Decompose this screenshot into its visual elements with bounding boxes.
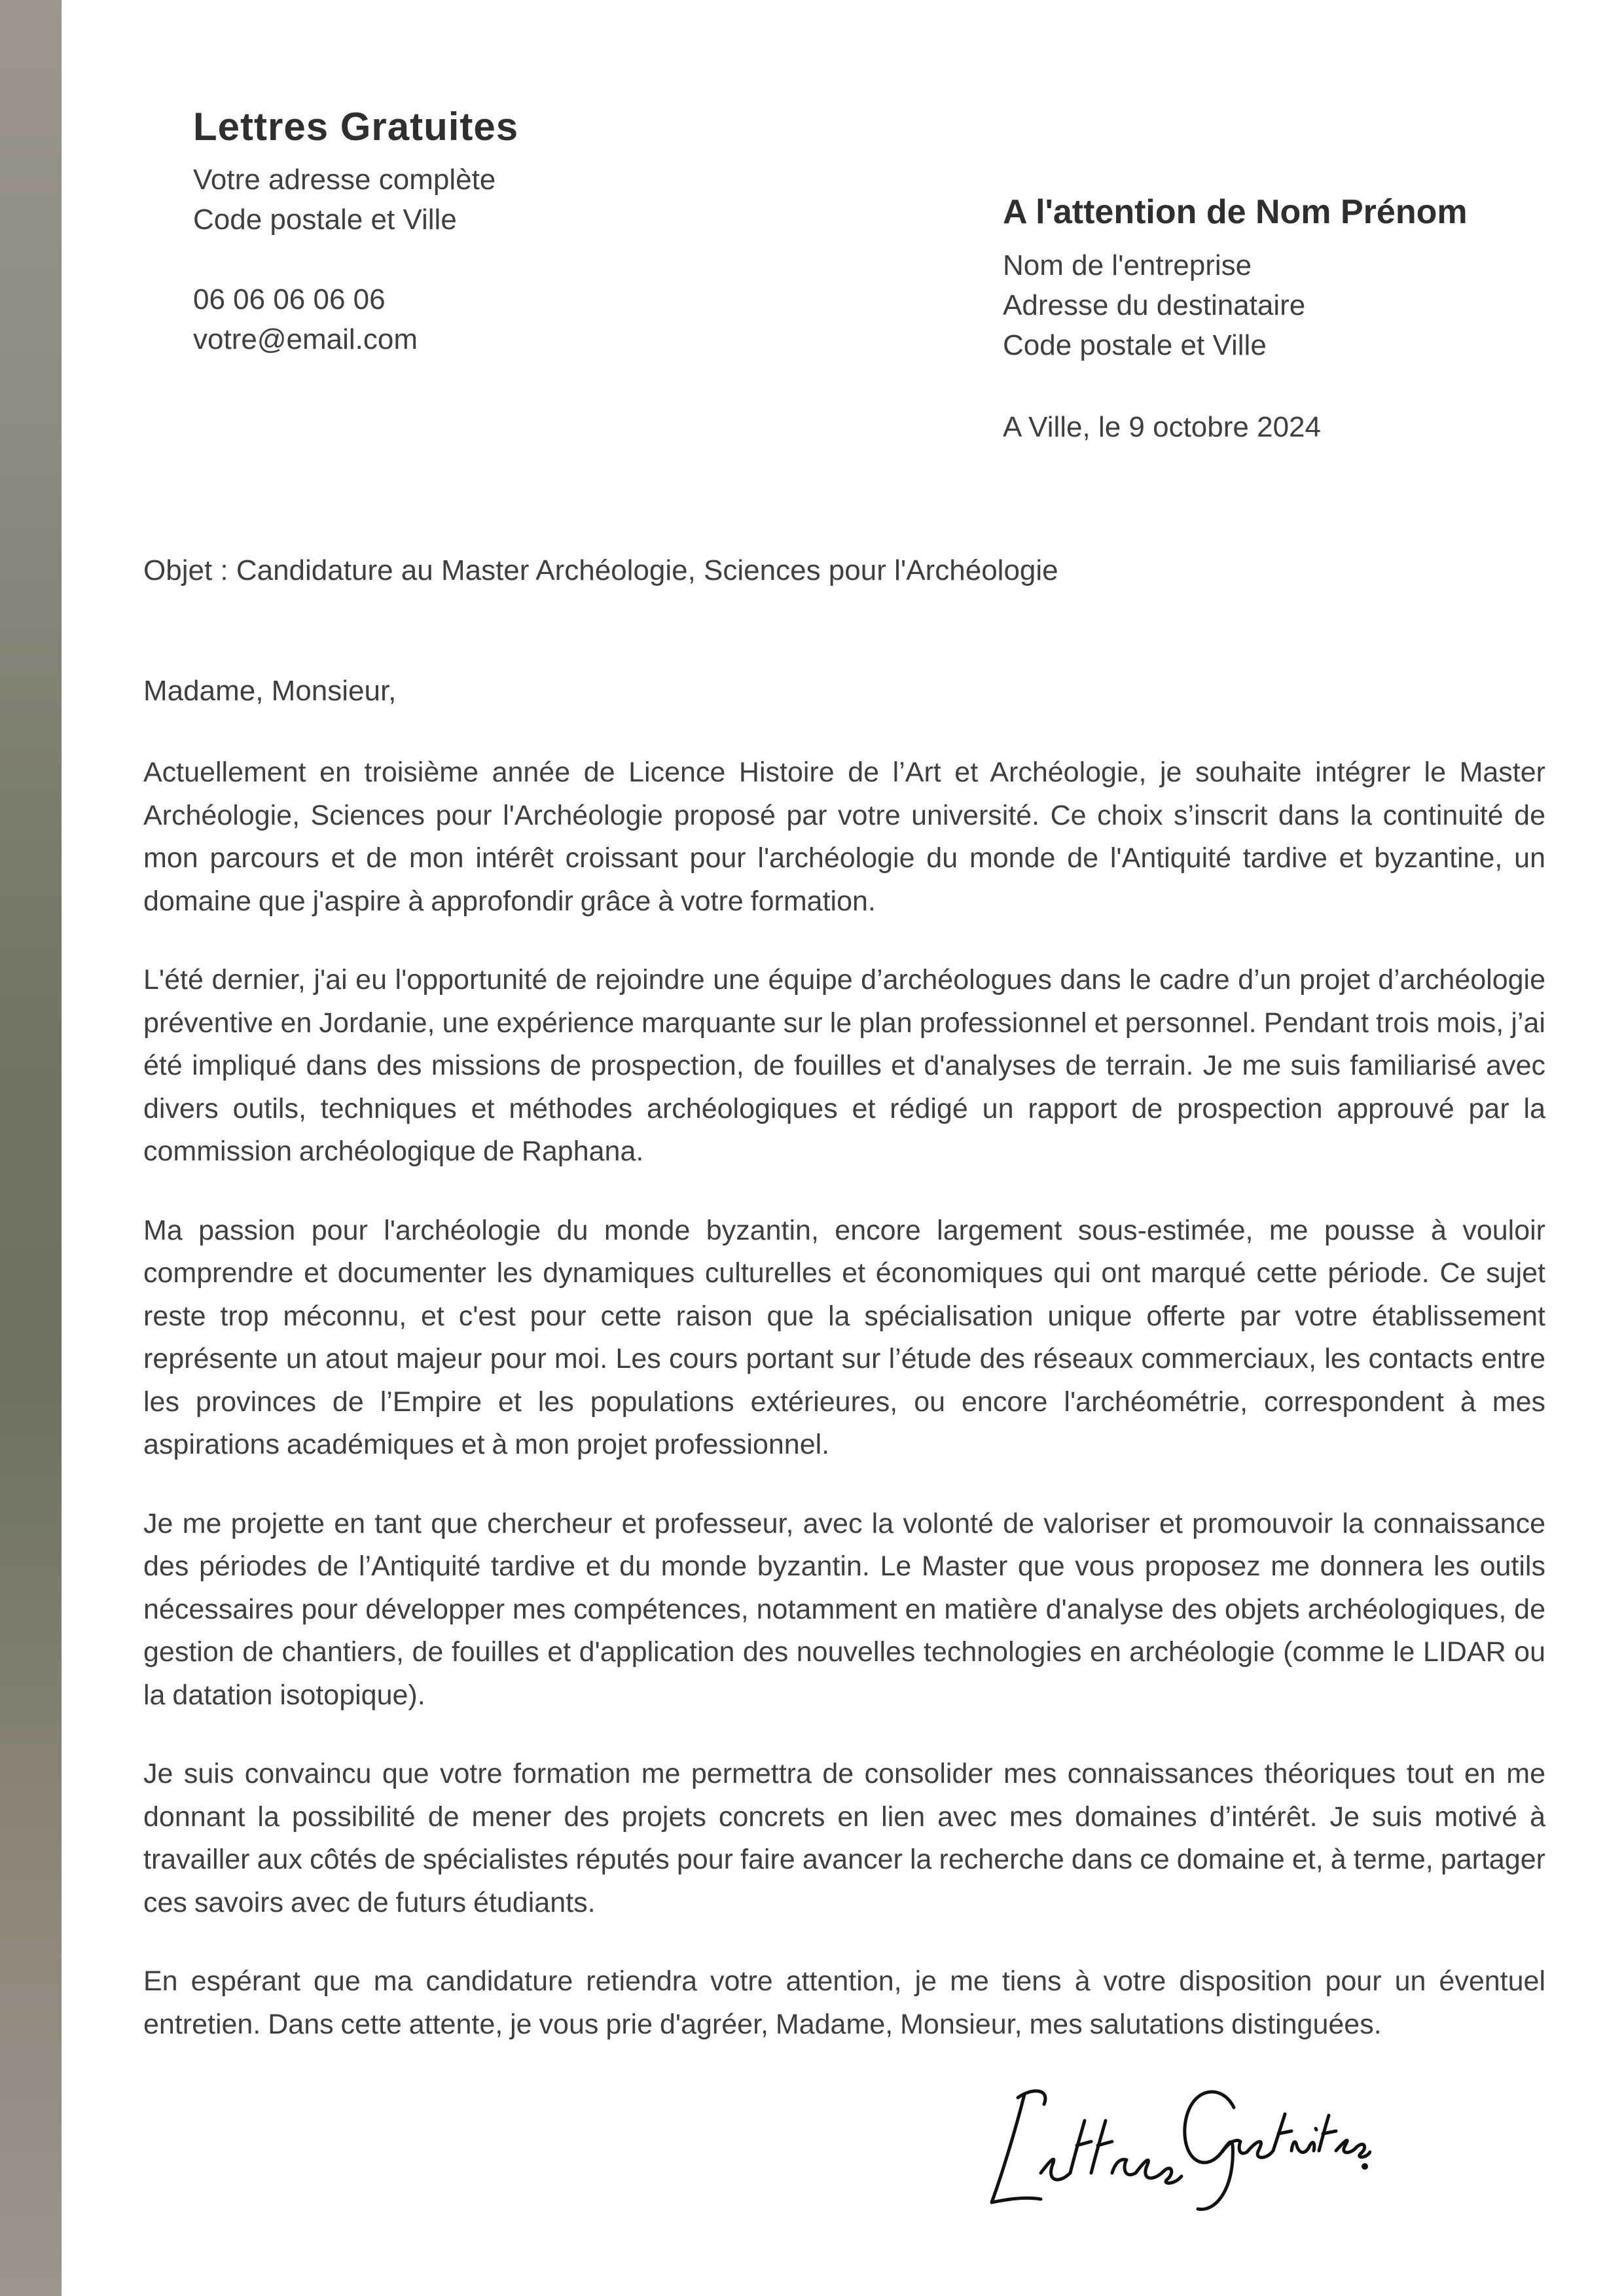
recipient-address: Adresse du destinataire [1003,289,1306,321]
sender-name: Lettres Gratuites [193,105,519,149]
sender-city: Code postale et Ville [193,204,457,236]
letter-body [143,751,1545,2082]
body-paragraph-3: Ma passion pour l'archéologie du monde byzantin, encore largement sous-estimée, me pousse à vouloir comprendre et documenter les dynamiques culturelles et économiques qui ont marqué cette période. Ce sujet reste trop méconnu, et c'est pour cette raison que la spécialisation unique offerte par votre établissement représente un atout majeur pour moi. Les cours portant sur l’étude des réseaux commerciaux, les contacts entre les provinces de l’Empire et les populations extérieures, ou encore l'archéométrie, correspondent à mes aspirations académiques et à mon projet professionnel. [143,1214,1545,1460]
sender-spacer [193,240,782,279]
handwritten-signature [979,2068,1371,2219]
body-paragraph-1: Actuellement en troisième année de Licence Histoire de l’Art et Archéologie, je souhaite intégrer le Master Archéologie, Sciences pour l'Archéologie proposé par votre université. Ce choix s’inscrit dans la continuité de mon parcours et de mon intérêt croissant pour l'archéologie du monde de l'Antiquité tardive et byzantine, un domaine que j'aspire à approfondir grâce à votre formation. [143,757,1545,917]
signature-drawing [979,2068,1371,2219]
recipient-city: Code postale et Ville [1003,329,1267,361]
decorative-side-band [0,0,62,2296]
letter-date: A Ville, le 9 octobre 2024 [1003,411,1321,443]
recipient-title: A l'attention de Nom Prénom [1003,193,1468,231]
sender-block [193,98,782,359]
letter-object: Objet : Candidature au Master Archéologie, Sciences pour l'Archéologie [143,554,1058,586]
body-paragraph-4: Je me projette en tant que chercheur et professeur, avec la volonté de valoriser et promouvoir la connaissance des périodes de l’Antiquité tardive et du monde byzantin. Le Master que vous proposez me donnera les outils nécessaires pour développer mes compétences, notamment en matière d'analyse des objets archéologiques, de gestion de chantiers, de fouilles et d'application des nouvelles technologies en archéologie (comme le LIDAR ou la datation isotopique). [143,1507,1545,1711]
body-paragraph-5: Je suis convaincu que votre formation me permettra de consolider mes connaissances théoriques tout en me donnant la possibilité de mener des projets concrets en lien avec mes domaines d’intérêt. Je suis motivé à travailler aux côtés de spécialistes réputés pour faire avancer la recherche dans ce domaine et, à terme, partager ces savoirs avec de futurs étudiants. [143,1758,1545,1918]
sender-email: votre@email.com [193,323,418,355]
sender-address: Votre adresse complète [193,164,496,196]
letter-salutation: Madame, Monsieur, [143,675,397,707]
recipient-company: Nom de l'entreprise [1003,249,1252,281]
sender-phone: 06 06 06 06 06 [193,283,386,315]
recipient-block [1003,188,1559,447]
body-paragraph-6: En espérant que ma candidature retiendra votre attention, je me tiens à votre disposition pour un éventuel entretien. Dans cette attente, je vous prie d'agréer, Madame, Monsieur, mes salutations distinguées. [143,1965,1545,2040]
body-paragraph-2: L'été dernier, j'ai eu l'opportunité de rejoindre une équipe d’archéologues dans le cadre d’un projet d’archéologie préventive en Jordanie, une expérience marquante sur le plan professionnel et personnel. Pendant trois mois, j’ai été impliqué dans des missions de prospection, de fouilles et d'analyses de terrain. Je me suis familiarisé avec divers outils, techniques et méthodes archéologiques et rédigé un rapport de prospection approuvé par la commission archéologique de Raphana. [143,964,1545,1167]
